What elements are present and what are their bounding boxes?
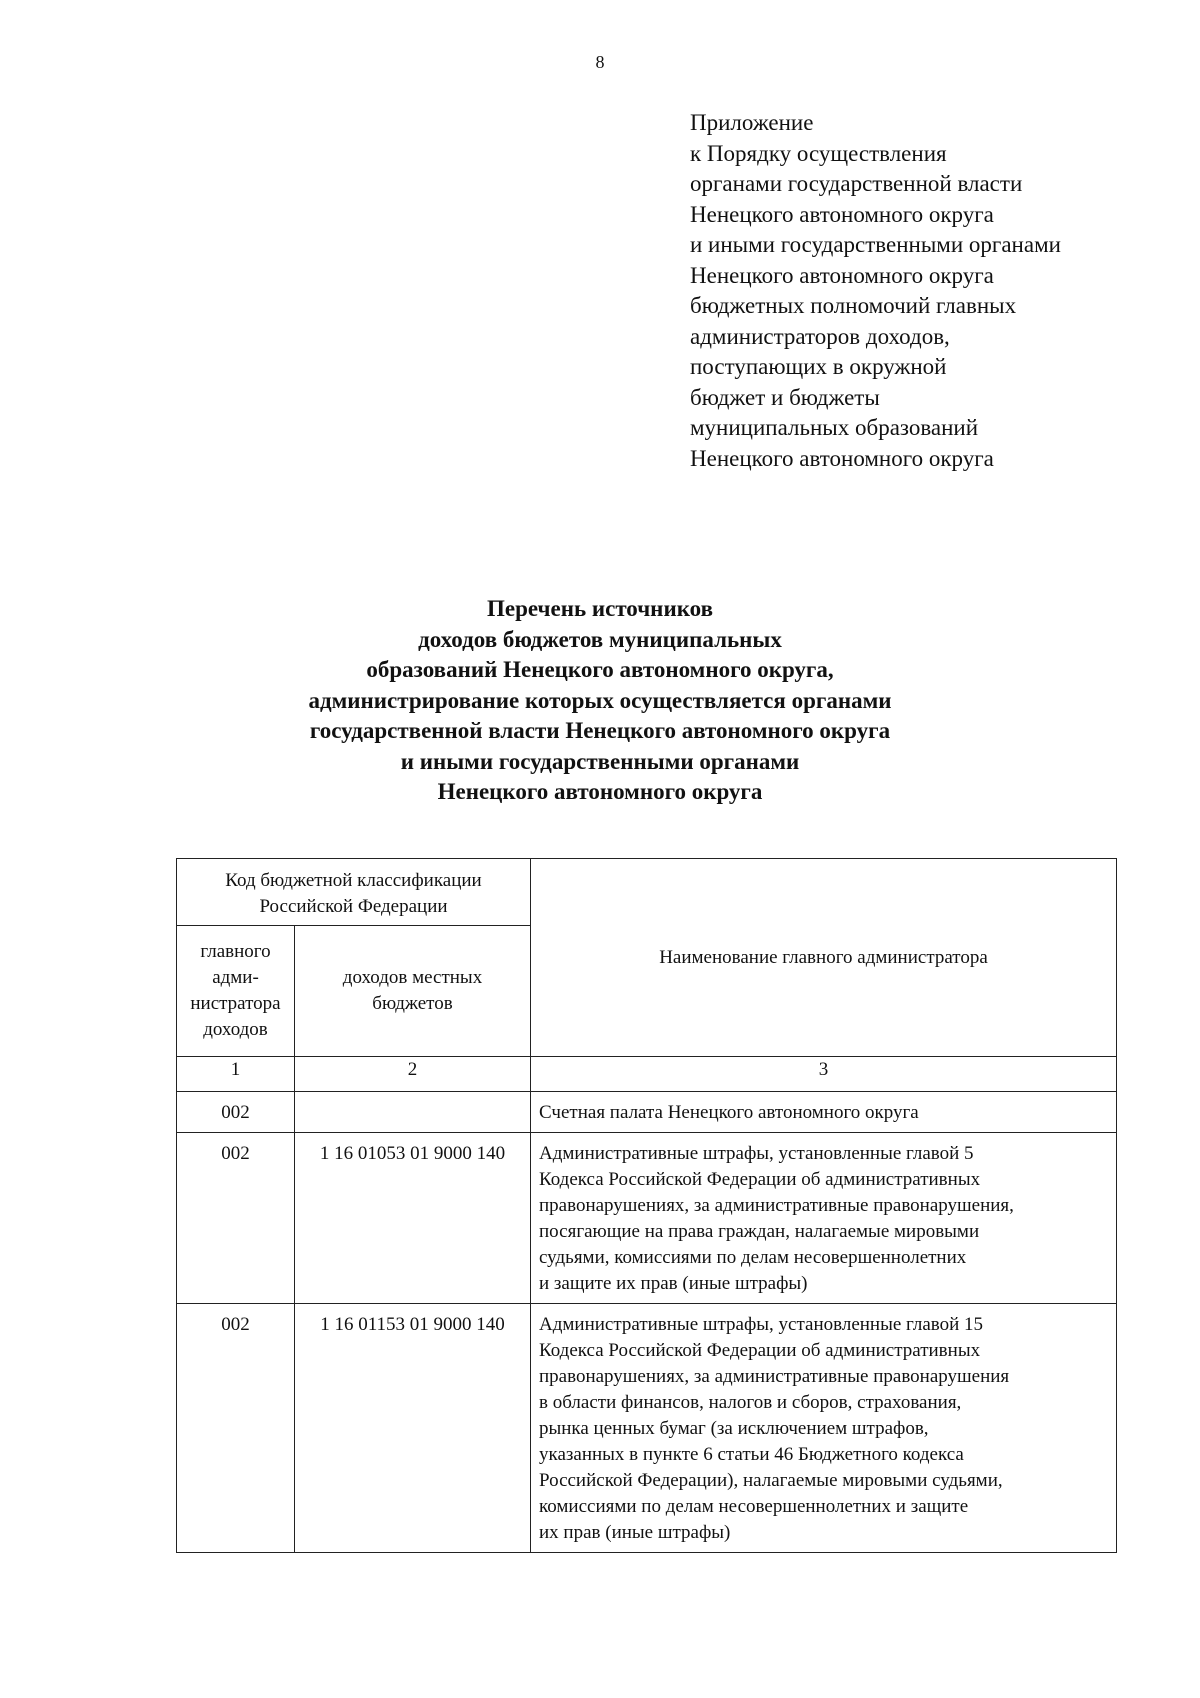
administrator-name-cell	[531, 1304, 1117, 1553]
appendix-line: бюджет и бюджеты	[690, 384, 880, 410]
header-line: бюджетов	[372, 993, 453, 1014]
name-line: комиссиями по делам несовершеннолетних и защите	[539, 1496, 969, 1517]
appendix-line: к Порядку осуществления	[690, 140, 947, 166]
title-line: государственной власти Ненецкого автономного округа	[309, 718, 891, 743]
header-line: доходов	[203, 1019, 268, 1040]
header-chief-administrator	[177, 926, 295, 1057]
income-code-cell: 1 16 01053 01 9000 140	[295, 1133, 531, 1304]
header-line: доходов местных	[342, 967, 483, 988]
administrator-name-cell	[531, 1133, 1117, 1304]
table-row	[177, 1092, 1117, 1133]
appendix-line: муниципальных образований	[690, 415, 979, 440]
name-line: правонарушениях, за административные правонарушения,	[539, 1195, 1014, 1216]
header-line: Российской Федерации	[259, 896, 448, 917]
admin-code-cell: 002	[177, 1304, 295, 1553]
appendix-line: Ненецкого автономного округа	[690, 445, 994, 471]
appendix-note	[690, 108, 1170, 474]
header-line: адми-	[212, 967, 259, 988]
name-line: и защите их прав (иные штрафы)	[539, 1273, 808, 1294]
admin-code-cell: 002	[177, 1133, 295, 1304]
appendix-line: Ненецкого автономного округа	[690, 201, 994, 227]
appendix-line: администраторов доходов,	[690, 323, 950, 349]
column-number: 2	[295, 1057, 531, 1092]
name-line: Кодекса Российской Федерации об административных	[539, 1169, 981, 1190]
administrator-name-cell	[531, 1092, 1117, 1133]
document-title	[0, 594, 1200, 808]
income-sources-table	[176, 858, 1117, 1553]
title-line: администрирование которых осуществляется органами	[308, 687, 892, 713]
name-line: посягающие на права граждан, налагаемые мировыми	[539, 1221, 980, 1242]
page-number: 8	[595, 52, 605, 72]
appendix-line: бюджетных полномочий главных	[690, 293, 1017, 318]
header-line: Наименование главного администратора	[659, 946, 988, 968]
name-line: Счетная палата Ненецкого автономного округа	[539, 1102, 919, 1123]
name-line: Административные штрафы, установленные главой 15	[539, 1314, 984, 1335]
name-line: Российской Федерации), налагаемые мировыми судьями,	[539, 1470, 1003, 1491]
admin-code-cell: 002	[177, 1092, 295, 1133]
header-line: Код бюджетной классификации	[225, 870, 482, 891]
name-line: в области финансов, налогов и сборов, страхования,	[539, 1392, 962, 1413]
table-row	[177, 1133, 1117, 1304]
title-line: Ненецкого автономного округа	[437, 779, 763, 804]
appendix-line: поступающих в окружной	[690, 354, 947, 379]
column-number: 3	[531, 1057, 1117, 1092]
header-line: главного	[200, 941, 271, 962]
header-line: нистратора	[190, 993, 281, 1014]
appendix-line: и иными государственными органами	[690, 232, 1061, 257]
column-number-row	[177, 1057, 1117, 1092]
column-number: 1	[177, 1057, 295, 1092]
name-line: их прав (иные штрафы)	[539, 1522, 731, 1543]
appendix-line: Приложение	[690, 110, 814, 135]
table-row	[177, 1304, 1117, 1553]
income-code-cell	[295, 1092, 531, 1133]
income-code-cell: 1 16 01153 01 9000 140	[295, 1304, 531, 1553]
header-local-budget-income	[295, 926, 531, 1057]
name-line: рынка ценных бумаг (за исключением штрафов,	[539, 1418, 929, 1439]
title-line: и иными государственными органами	[400, 748, 800, 774]
appendix-line: Ненецкого автономного округа	[690, 262, 994, 288]
header-administrator-name	[531, 859, 1117, 1057]
header-budget-classification-code	[177, 859, 531, 926]
name-line: Административные штрафы, установленные главой 5	[539, 1143, 974, 1164]
name-line: судьями, комиссиями по делам несовершеннолетних	[539, 1247, 967, 1268]
name-line: правонарушениях, за административные правонарушения	[539, 1366, 1010, 1387]
appendix-line: органами государственной власти	[690, 171, 1023, 196]
title-line: доходов бюджетов муниципальных	[418, 626, 782, 652]
title-line: Перечень источников	[486, 596, 713, 621]
name-line: Кодекса Российской Федерации об административных	[539, 1340, 981, 1361]
title-line: образований Ненецкого автономного округа,	[366, 657, 834, 682]
name-line: указанных в пункте 6 статьи 46 Бюджетного кодекса	[539, 1444, 964, 1465]
